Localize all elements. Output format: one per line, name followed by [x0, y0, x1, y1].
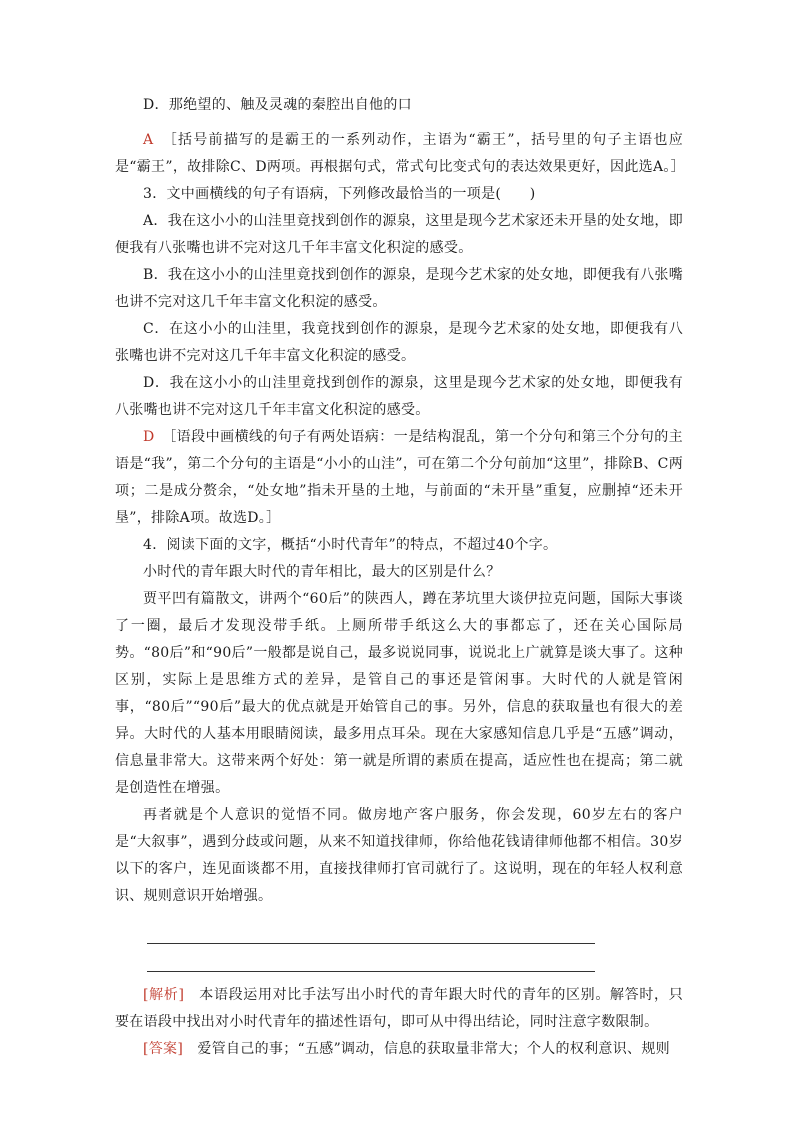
q3-option-d: D．我在这小小的山洼里竟找到创作的源泉，这里是现今艺术家的处女地，即便我有八张嘴也讲不完对这几千年丰富文化积淀的感受。	[115, 375, 683, 418]
answer-blank-line-2[interactable]	[147, 944, 595, 972]
answer-label: [答案]	[143, 1041, 184, 1057]
q2-answer-text: ［括号前描写的是霸王的一系列动作，主语为“霸王”，括号里的句子主语也应是“霸王”，故排除C、D两项。再根据句式，常式句比变式句的表达效果更好，因此选A。］	[115, 132, 685, 175]
q3-option-b: B．我在这小小的山洼里竟找到创作的源泉，是现今艺术家的处女地，即便我有八张嘴也讲不完对这几千年丰富文化积淀的感受。	[115, 267, 683, 310]
q3-option-c: C．在这小小的山洼里，我竟找到创作的源泉，是现今艺术家的处女地，即便我有八张嘴也讲不完对这几千年丰富文化积淀的感受。	[115, 321, 683, 364]
q2-option-d: D．那绝望的、触及灵魂的秦腔出自他的口	[143, 97, 412, 113]
q2-answer	[115, 127, 683, 181]
q3-answer-letter: D	[143, 429, 155, 445]
q3-option-a: A．我在这小小的山洼里竟找到创作的源泉，这里是现今艺术家还未开垦的处女地，即便我有八张嘴也讲不完对这几千年丰富文化积淀的感受。	[115, 213, 683, 256]
q3-stem: 3．文中画横线的句子有语病，下列修改最恰当的一项是( )	[143, 186, 536, 202]
q4-answer	[115, 1036, 683, 1063]
q4-stem: 4．阅读下面的文字，概括“小时代青年”的特点，不超过40个字。	[143, 537, 558, 553]
q4-passage-para-1: 贾平凹有篇散文，讲两个“60后”的陕西人，蹲在茅坑里大谈伊拉克问题，国际大事谈了一圈，最后才发现没带手纸。上厕所带手纸这么大的事都忘了，还在关心国际局势。“80后”和“90后”一般都是说自己，最多说说同事，说说北上广就算是谈大事了。这种区别，实际上是思维方式的差异，是管自己的事还是管闲事。大时代的人就是管闲事，“80后”“90后”最大的优点就是开始管自己的事。另外，信息的获取量也有很大的差异。大时代的人基本用眼睛阅读，最多用点耳朵。现在大家感知信息几乎是“五感”调动，信息量非常大。这带来两个好处：第一就是所谓的素质在提高，适应性也在提高；第二就是创造性在增强。	[115, 591, 683, 796]
q4-passage-intro: 小时代的青年跟大时代的青年相比，最大的区别是什么？	[143, 564, 501, 580]
document-page	[115, 92, 683, 1063]
q3-answer	[115, 424, 683, 532]
answer-blank-line-1[interactable]	[147, 916, 595, 944]
answer-blank-area	[115, 910, 683, 982]
q4-analysis	[115, 982, 683, 1036]
q4-passage-para-2: 再者就是个人意识的觉悟不同。做房地产客户服务，你会发现，60岁左右的客户是“大叙事”，遇到分歧或问题，从来不知道找律师，你给他花钱请律师他都不相信。30岁以下的客户，连见面谈都不用，直接找律师打官司就行了。这说明，现在的年轻人权利意识、规则意识开始增强。	[115, 807, 683, 904]
q3-answer-text: ［语段中画横线的句子有两处语病：一是结构混乱，第一个分句和第三个分句的主语是“我”，第二个分句的主语是“小小的山洼”，可在第二个分句前加“这里”，排除B、C两项；二是成分赘余，“处女地”指未开垦的土地，与前面的“未开垦”重复，应删掉“还未开垦”，排除A项。故选D。］	[115, 429, 683, 526]
analysis-text: 本语段运用对比手法写出小时代的青年跟大时代的青年的区别。解答时，只要在语段中找出对小时代青年的描述性语句，即可从中得出结论，同时注意字数限制。	[115, 987, 683, 1030]
answer-text: 爱管自己的事；“五感”调动，信息的获取量非常大；个人的权利意识、规则	[183, 1041, 670, 1057]
analysis-label: [解析]	[143, 987, 185, 1003]
q2-answer-letter: A	[143, 132, 154, 148]
